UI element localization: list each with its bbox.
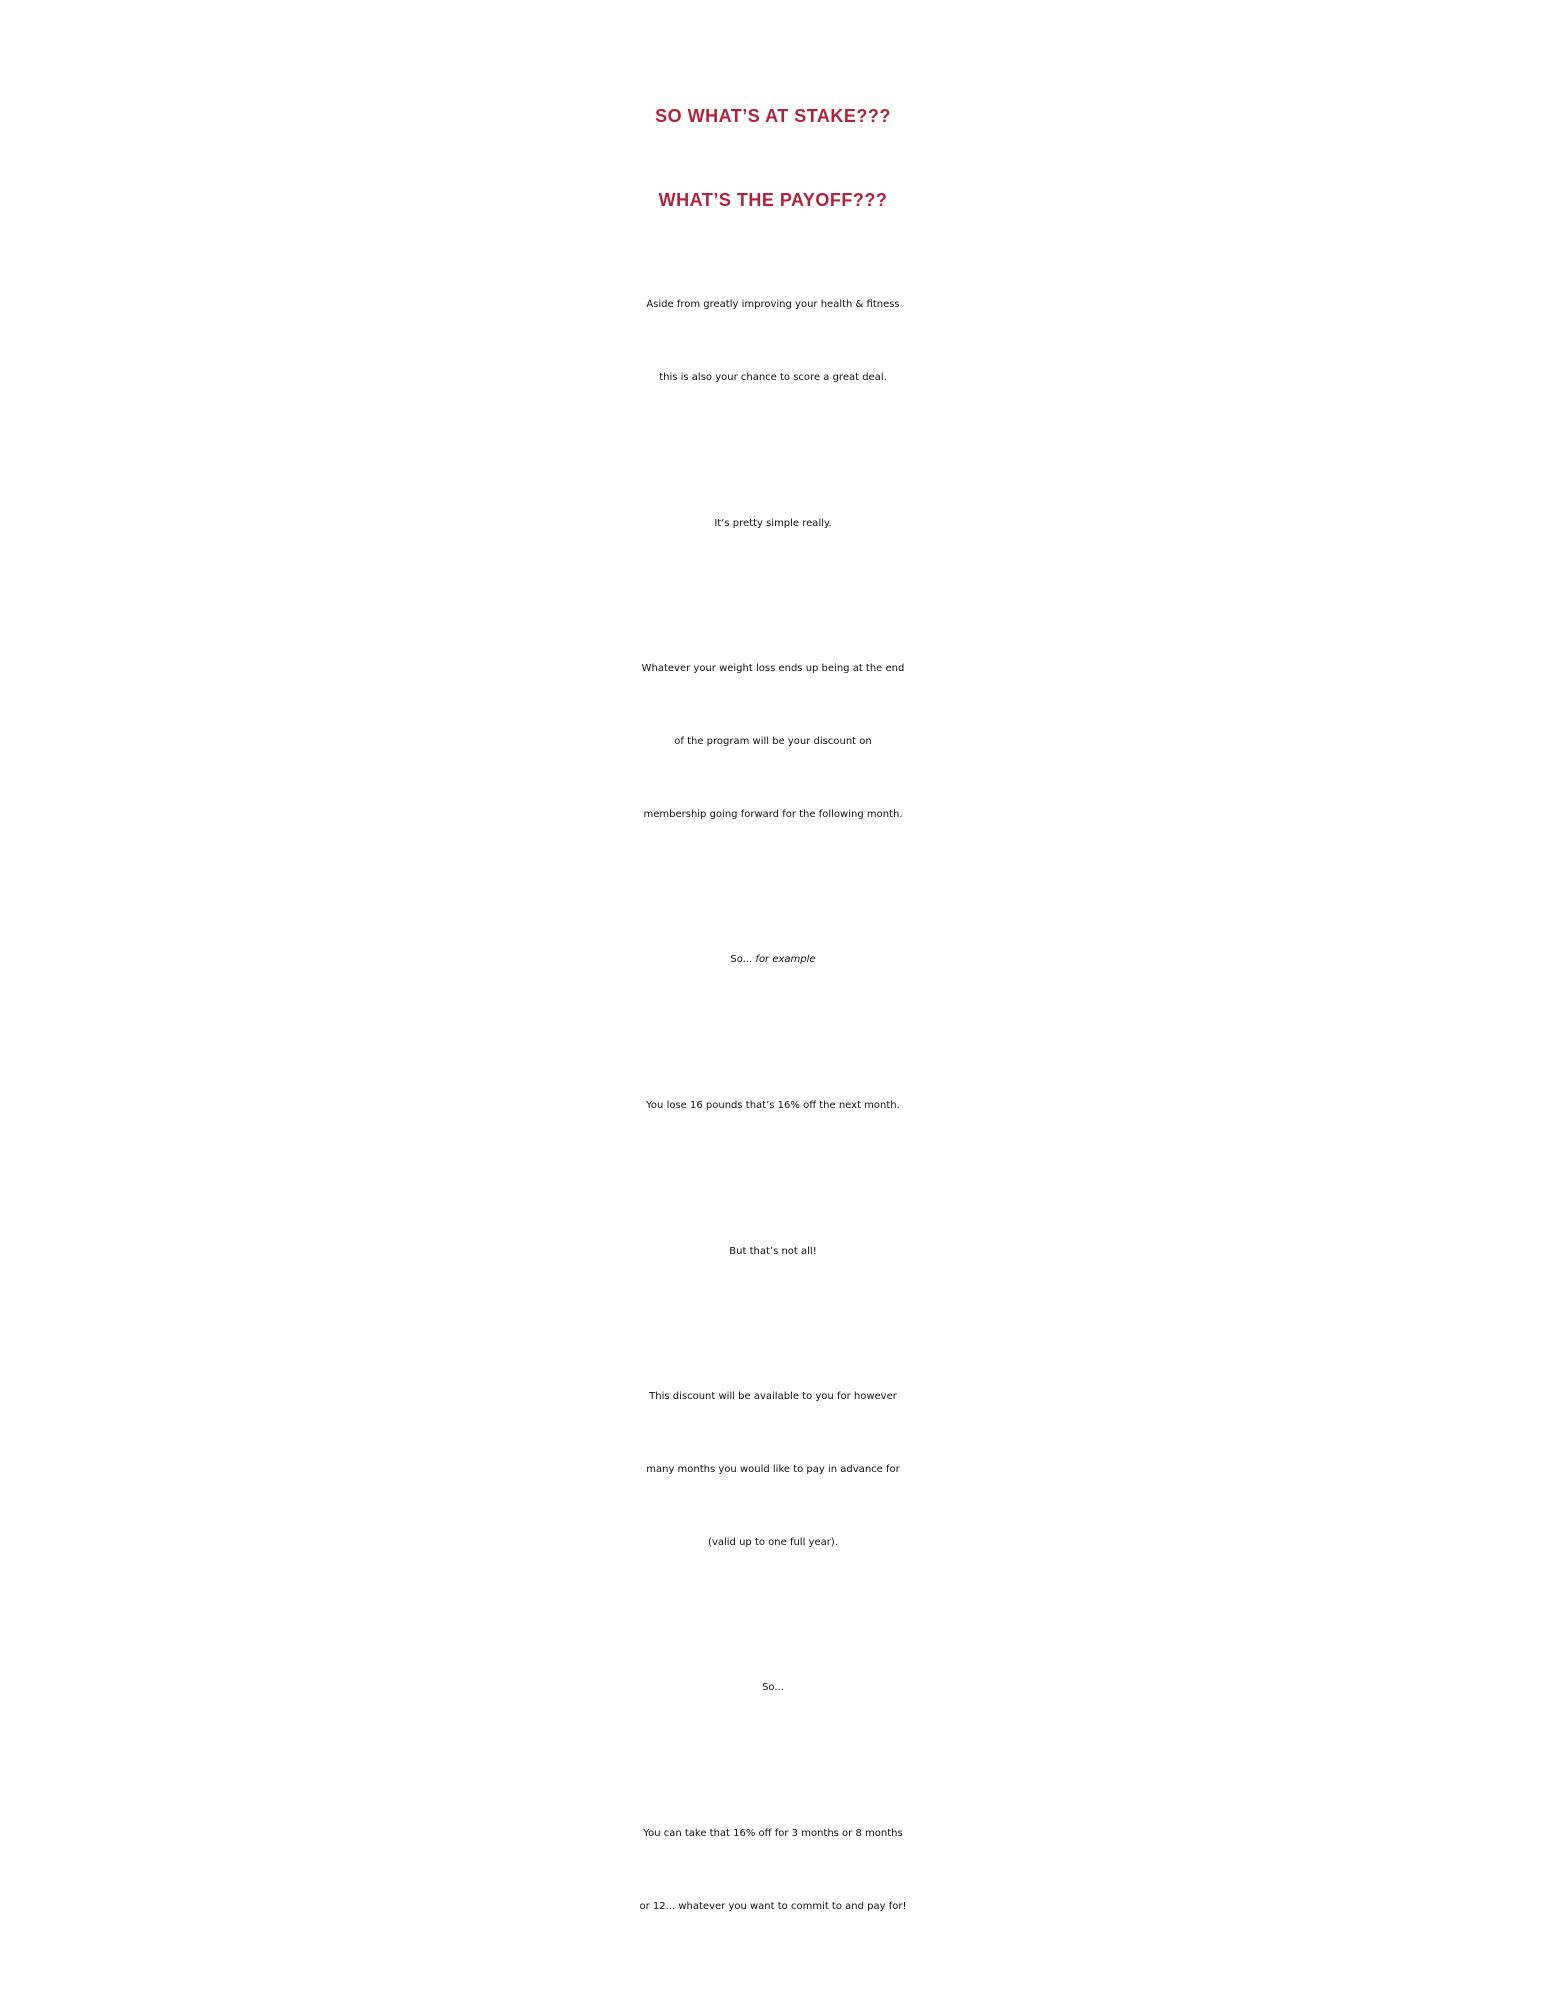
paragraph-intro bbox=[0, 268, 1546, 414]
paragraph-line: This discount will be available to you for however bbox=[649, 1391, 897, 1402]
paragraph-lose-pounds bbox=[0, 1069, 1546, 1142]
paragraph-line bbox=[0, 923, 1546, 996]
page-heading bbox=[0, 74, 1546, 242]
paragraph-line: (valid up to one full year). bbox=[708, 1537, 838, 1548]
paragraph-line: So... bbox=[762, 1682, 784, 1693]
paragraph-line: You lose 16 pounds that’s 16% off the next month. bbox=[646, 1100, 900, 1111]
paragraph-line: or 12... whatever you want to commit to and pay for! bbox=[639, 1901, 907, 1912]
paragraph-line: You can take that 16% off for 3 months or 8 months bbox=[643, 1828, 903, 1839]
paragraph-line: But that’s not all! bbox=[729, 1246, 817, 1257]
paragraph-months bbox=[0, 1797, 1546, 1943]
paragraph-line: Whatever your weight loss ends up being at the end bbox=[641, 663, 905, 674]
heading-line-2: WHAT’S THE PAYOFF??? bbox=[658, 190, 888, 210]
paragraph-line: this is also your chance to score a great deal. bbox=[659, 372, 887, 383]
paragraph-example bbox=[0, 923, 1546, 996]
paragraph-line: Aside from greatly improving your health & fitness bbox=[646, 299, 900, 310]
paragraph-not-all bbox=[0, 1215, 1546, 1288]
paragraph-line: membership going forward for the following month. bbox=[643, 809, 903, 820]
paragraph-simple bbox=[0, 487, 1546, 560]
paragraph-weight-loss bbox=[0, 632, 1546, 851]
heading-line-1: SO WHAT’S AT STAKE??? bbox=[655, 106, 891, 126]
example-italic: for example bbox=[755, 954, 816, 965]
paragraph-discount bbox=[0, 1360, 1546, 1579]
paragraph-line: It’s pretty simple really. bbox=[714, 518, 832, 529]
example-prefix: So... bbox=[730, 954, 756, 965]
paragraph-line: many months you would like to pay in advance for bbox=[646, 1464, 900, 1475]
paragraph-line: of the program will be your discount on bbox=[674, 736, 872, 747]
paragraph-so bbox=[0, 1651, 1546, 1724]
